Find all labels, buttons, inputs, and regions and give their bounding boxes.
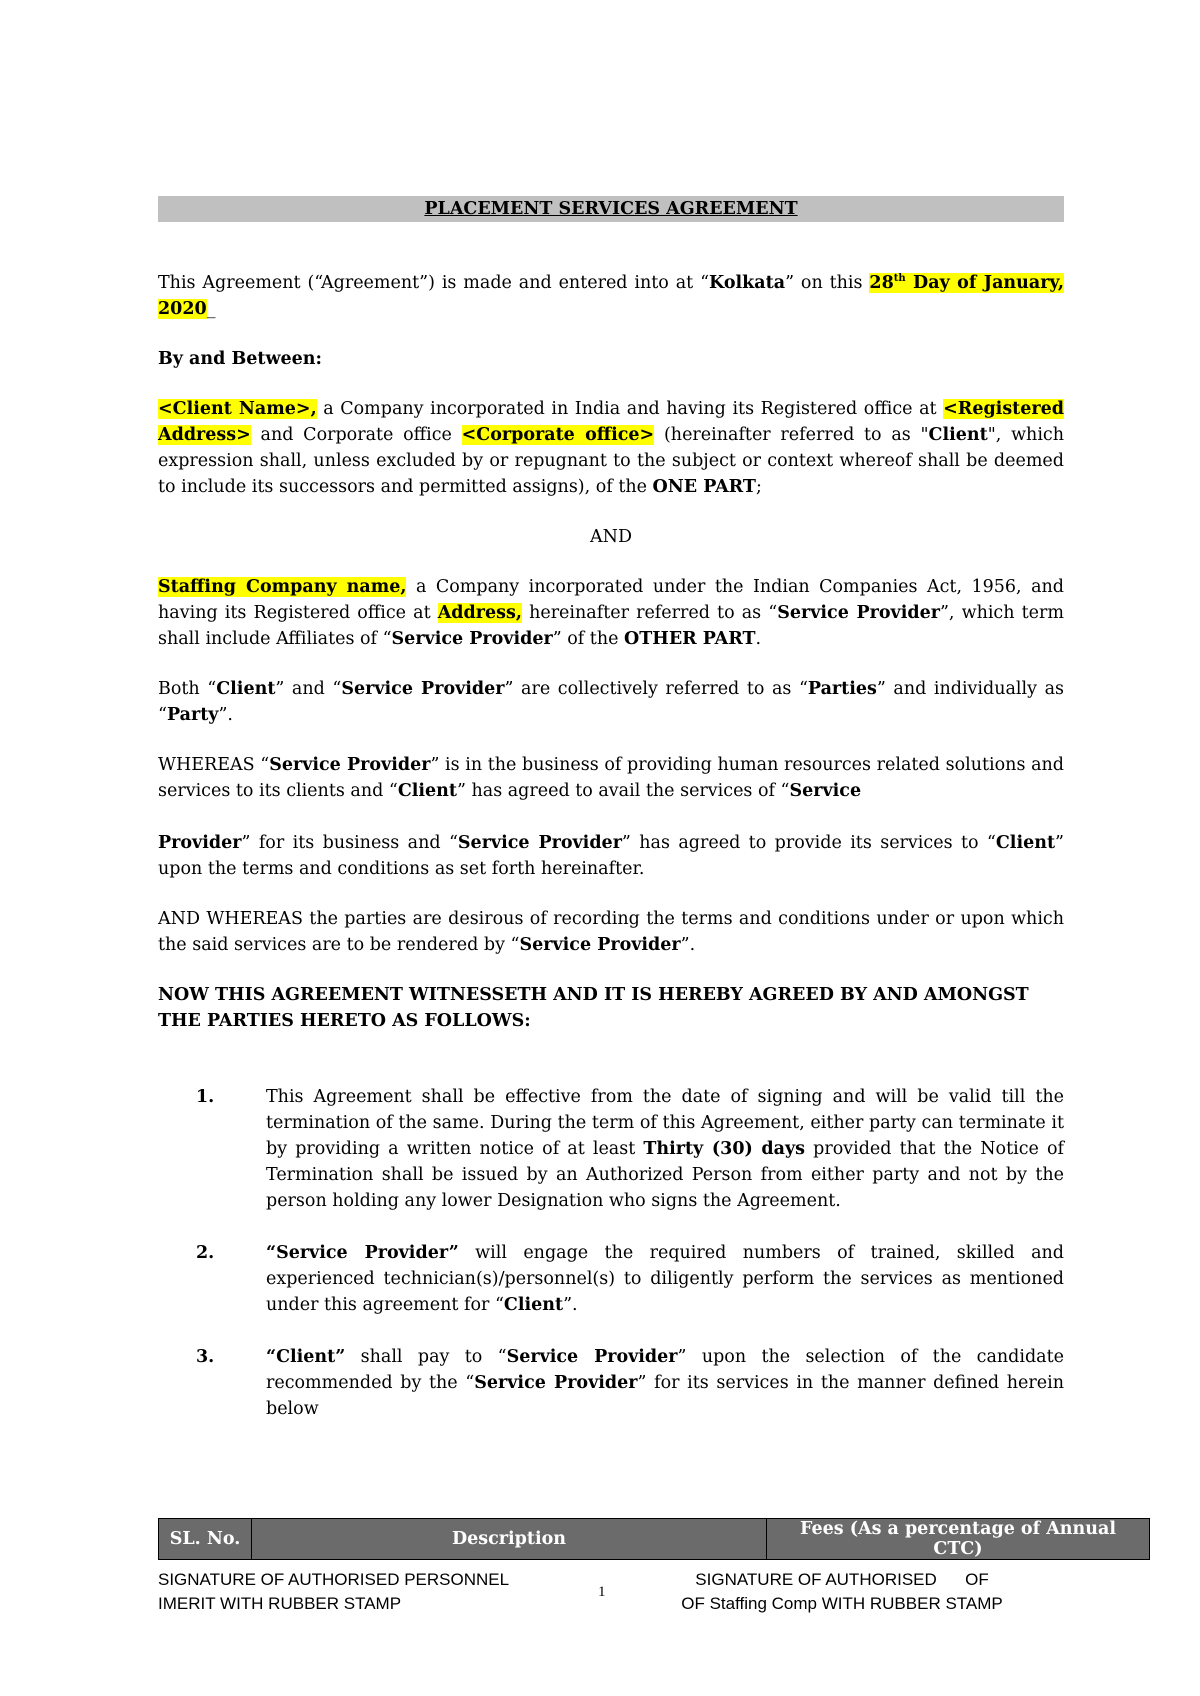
column-header-fees: Fees (As a percentage of Annual CTC) — [767, 1519, 1150, 1560]
intro-paragraph: This Agreement (“Agreement”) is made and entered into at “Kolkata” on this 28th Day of January, 2020_ — [158, 273, 1064, 319]
address-placeholder: Address, — [437, 603, 522, 623]
clause-item: 3. “Client” shall pay to “Service Provider” upon the selection of the candidate recommended by the “Service Provider” for its services in the manner defined herein below — [158, 1344, 1064, 1422]
clause-number: 2. — [196, 1243, 215, 1263]
whereas-paragraph-1: WHEREAS “Service Provider” is in the business of providing human resources related solutions and services to its clients and “Client” has agreed to avail the services of “Service — [158, 755, 1064, 801]
place-name: Kolkata — [709, 273, 786, 293]
column-header-sl-no: SL. No. — [159, 1519, 252, 1560]
now-this-agreement-heading: NOW THIS AGREEMENT WITNESSETH AND IT IS HEREBY AGREED BY AND AMONGST THE PARTIES HERETO AS FOLLOWS: — [158, 985, 1029, 1031]
whereas-paragraph-2: AND WHEREAS the parties are desirous of recording the terms and conditions under or upon which the said services are to be rendered by “Service Provider”. — [158, 909, 1064, 955]
document-title: PLACEMENT SERVICES AGREEMENT — [158, 196, 1064, 222]
by-and-between: By and Between: — [158, 349, 322, 369]
provider-paragraph: Staffing Company name, a Company incorporated under the Indian Companies Act, 1956, and having its Registered office at Address, hereinafter referred to as “Service Provider”, which term shall include Affiliates of “Service Provider” of the OTHER PART. — [158, 577, 1064, 649]
provider-signature-block: SIGNATURE OF AUTHORISED OF OF Staffing Comp WITH RUBBER STAMP — [681, 1570, 1003, 1613]
clause-number: 3. — [196, 1347, 215, 1367]
clause-number: 1. — [196, 1087, 215, 1107]
fees-table — [158, 1518, 1150, 1560]
clause-item: 2. “Service Provider” will engage the required numbers of trained, skilled and experienced technician(s)/personnel(s) to diligently perform the services as mentioned under this agreement for “Client”. — [158, 1240, 1064, 1318]
page-number: 1 — [598, 1584, 606, 1600]
clause-list — [158, 1084, 1064, 1422]
client-signature-block: SIGNATURE OF AUTHORISED PERSONNEL IMERIT WITH RUBBER STAMP — [158, 1570, 510, 1613]
clause-item: 1. This Agreement shall be effective from the date of signing and will be valid till the termination of the same. During the term of this Agreement, either party can terminate it by providing a written notice of at least Thirty (30) days provided that the Notice of Termination shall be issued by an Authorized Person from either party and not by the person holding any lower Designation who signs the Agreement. — [158, 1084, 1064, 1214]
both-parties-paragraph: Both “Client” and “Service Provider” are collectively referred to as “Parties” and individually as “Party”. — [158, 679, 1065, 725]
table-header-row — [159, 1519, 1150, 1560]
corporate-office-placeholder: <Corporate office> — [461, 425, 655, 445]
staffing-company-placeholder: Staffing Company name, — [158, 577, 407, 597]
client-name-placeholder: <Client Name>, — [158, 399, 317, 419]
agreement-date: 28th Day of January, 2020 — [158, 273, 1064, 319]
column-header-description: Description — [252, 1519, 767, 1560]
whereas-paragraph-1-continued: Provider” for its business and “Service Provider” has agreed to provide its services to “Client” upon the terms and conditions as set forth hereinafter. — [158, 833, 1064, 879]
agreement-document — [158, 196, 1064, 1422]
registered-address-placeholder: <Registered Address> — [158, 399, 1064, 445]
and-separator: AND — [590, 527, 632, 547]
client-paragraph: <Client Name>, a Company incorporated in India and having its Registered office at <Registered Address> and Corporate office <Corporate office> (hereinafter referred to as "Client", which expression shall, unless excluded by or repugnant to the subject or context whereof shall be deemed to include its successors and permitted assigns), of the ONE PART; — [158, 399, 1064, 497]
